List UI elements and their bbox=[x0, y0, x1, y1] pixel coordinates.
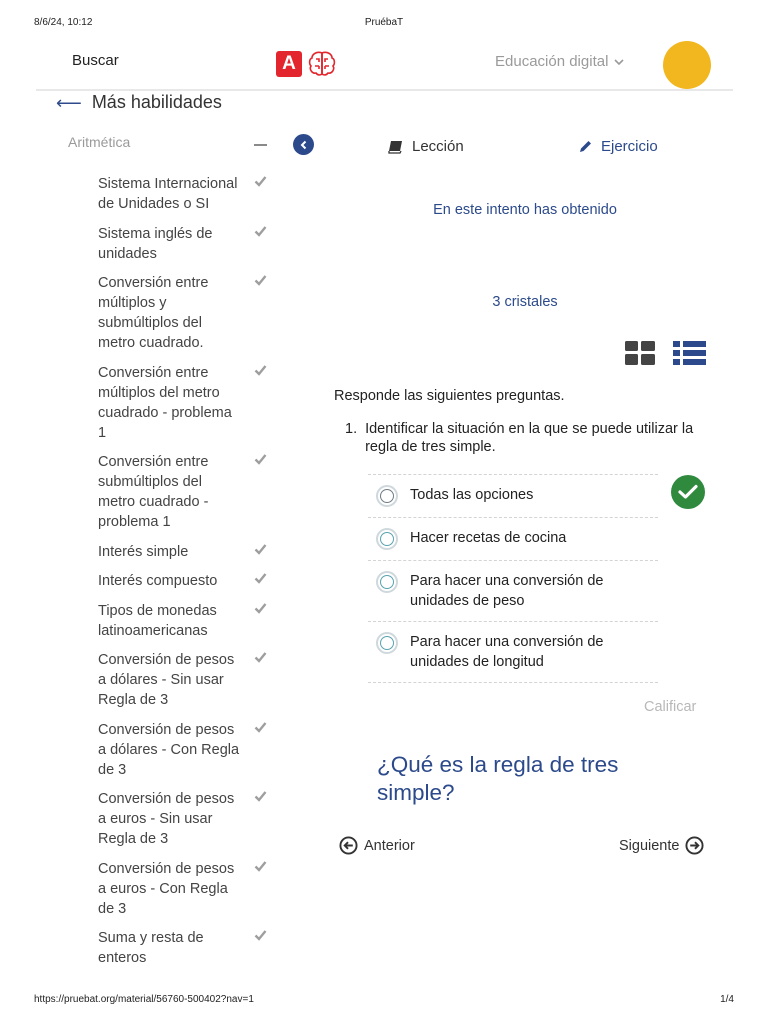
pencil-icon bbox=[578, 139, 593, 154]
check-icon bbox=[254, 543, 267, 555]
previous-label: Anterior bbox=[364, 837, 415, 854]
sidebar-topic-label: Suma y resta de enteros bbox=[98, 930, 204, 966]
sidebar-topic-label: Conversión de pesos a euros - Sin usar Regla de 3 bbox=[98, 791, 235, 847]
previous-topic-button[interactable] bbox=[293, 134, 314, 155]
answer-option[interactable] bbox=[368, 475, 658, 518]
radio-button[interactable] bbox=[376, 485, 398, 507]
answer-option-label: Para hacer una conversión de unidades de longitud bbox=[410, 634, 604, 670]
book-icon bbox=[388, 140, 404, 154]
check-icon bbox=[254, 225, 267, 237]
sidebar-topic-item[interactable] bbox=[68, 452, 273, 532]
arrow-right-circle-icon bbox=[685, 836, 704, 855]
sidebar-topic-item[interactable] bbox=[68, 928, 273, 968]
print-timestamp: 8/6/24, 10:12 bbox=[34, 17, 93, 28]
sidebar-topic-item[interactable] bbox=[68, 363, 273, 443]
sidebar-topic-label: Tipos de monedas latinoamericanas bbox=[98, 602, 217, 639]
collapse-icon[interactable] bbox=[254, 144, 267, 146]
check-icon bbox=[254, 364, 267, 376]
topics-list bbox=[68, 174, 273, 968]
sidebar-topic-item[interactable] bbox=[68, 273, 273, 353]
search-link[interactable]: Buscar bbox=[72, 52, 119, 69]
section-title: Aritmética bbox=[68, 134, 131, 150]
chevron-left-icon bbox=[299, 140, 309, 150]
answer-option[interactable] bbox=[368, 561, 658, 622]
check-icon bbox=[254, 453, 267, 465]
sidebar-topic-label: Conversión de pesos a dólares - Sin usar Regla de 3 bbox=[98, 652, 235, 708]
sidebar-topic-item[interactable] bbox=[68, 650, 273, 710]
sidebar-topic-label: Interés compuesto bbox=[98, 573, 218, 589]
tab-lesson[interactable] bbox=[388, 138, 464, 155]
chevron-down-icon bbox=[614, 57, 624, 67]
answer-option-label: Para hacer una conversión de unidades de peso bbox=[410, 573, 604, 609]
sidebar-topic-item[interactable] bbox=[68, 571, 273, 591]
sidebar-topic-label: Conversión entre submúltiplos del metro cuadrado - problema 1 bbox=[98, 454, 209, 530]
grade-button[interactable]: Calificar bbox=[644, 699, 697, 715]
sidebar-topic-label: Conversión de pesos a dólares - Con Regla de 3 bbox=[98, 721, 240, 778]
question-number: 1. bbox=[345, 421, 358, 437]
attempt-result-text: En este intento has obtenido bbox=[433, 202, 617, 218]
back-link[interactable] bbox=[56, 92, 222, 113]
brand-logo[interactable]: A bbox=[276, 51, 302, 77]
check-icon bbox=[254, 572, 267, 584]
section-header[interactable] bbox=[68, 134, 273, 158]
sidebar-topic-item[interactable] bbox=[68, 224, 273, 264]
topics-sidebar bbox=[68, 134, 273, 978]
question bbox=[345, 420, 715, 456]
answer-option[interactable] bbox=[368, 622, 658, 683]
check-icon bbox=[254, 602, 267, 614]
sidebar-topic-label: Interés simple bbox=[98, 543, 189, 560]
radio-button[interactable] bbox=[376, 632, 398, 654]
brain-icon[interactable] bbox=[306, 48, 338, 80]
crystals-count: 3 cristales bbox=[492, 294, 558, 310]
arrow-left-circle-icon bbox=[339, 836, 358, 855]
tab-exercise-label: Ejercicio bbox=[601, 138, 658, 155]
page-title: Más habilidades bbox=[91, 92, 222, 112]
quiz-instructions: Responde las siguientes preguntas. bbox=[334, 388, 565, 404]
check-icon bbox=[678, 484, 698, 500]
sidebar-topic-item[interactable] bbox=[68, 859, 273, 919]
education-dropdown-label: Educación digital bbox=[495, 53, 609, 70]
answer-option-label: Hacer recetas de cocina bbox=[410, 530, 567, 546]
sidebar-topic-item[interactable] bbox=[68, 542, 273, 562]
tab-lesson-label: Lección bbox=[412, 138, 464, 155]
answer-options bbox=[368, 474, 658, 683]
print-url: https://pruebat.org/material/56760-500402?nav=1 bbox=[34, 994, 254, 1005]
sidebar-topic-label: Sistema inglés de unidades bbox=[98, 225, 213, 262]
sidebar-topic-item[interactable] bbox=[68, 601, 273, 641]
arrow-left-icon: ⟵ bbox=[56, 92, 82, 113]
education-dropdown[interactable] bbox=[495, 53, 624, 70]
lesson-heading: ¿Qué es la regla de tres simple? bbox=[377, 752, 619, 805]
check-icon bbox=[254, 274, 267, 286]
page-number: 1/4 bbox=[720, 994, 734, 1005]
list-view-icon[interactable] bbox=[673, 341, 706, 365]
user-avatar[interactable] bbox=[663, 41, 711, 89]
correct-answer-badge bbox=[671, 475, 705, 509]
sidebar-topic-label: Sistema Internacional de Unidades o SI bbox=[98, 176, 238, 212]
answer-option[interactable] bbox=[368, 518, 658, 561]
check-icon bbox=[254, 175, 267, 187]
sidebar-topic-label: Conversión entre múltiplos y submúltiplos del metro cuadrado. bbox=[98, 275, 209, 351]
sidebar-topic-item[interactable] bbox=[68, 789, 273, 849]
answer-option-label: Todas las opciones bbox=[410, 487, 534, 503]
top-navigation-bar bbox=[36, 36, 733, 91]
sidebar-topic-label: Conversión de pesos a euros - Con Regla de 3 bbox=[98, 860, 235, 917]
sidebar-topic-item[interactable] bbox=[68, 720, 273, 780]
question-text: Identificar la situación en la que se puede utilizar la regla de tres simple. bbox=[365, 421, 694, 455]
next-button[interactable] bbox=[619, 836, 704, 855]
check-icon bbox=[254, 651, 267, 663]
tab-exercise[interactable] bbox=[578, 138, 658, 155]
sidebar-topic-item[interactable] bbox=[68, 174, 273, 214]
check-icon bbox=[254, 790, 267, 802]
check-icon bbox=[254, 929, 267, 941]
previous-button[interactable] bbox=[339, 836, 415, 855]
print-title: PruébaT bbox=[364, 17, 404, 28]
grid-view-icon[interactable] bbox=[625, 341, 655, 365]
check-icon bbox=[254, 721, 267, 733]
next-label: Siguiente bbox=[619, 837, 680, 854]
sidebar-topic-label: Conversión entre múltiplos del metro cuadrado - problema 1 bbox=[98, 364, 232, 441]
radio-button[interactable] bbox=[376, 528, 398, 550]
check-icon bbox=[254, 860, 267, 872]
radio-button[interactable] bbox=[376, 571, 398, 593]
